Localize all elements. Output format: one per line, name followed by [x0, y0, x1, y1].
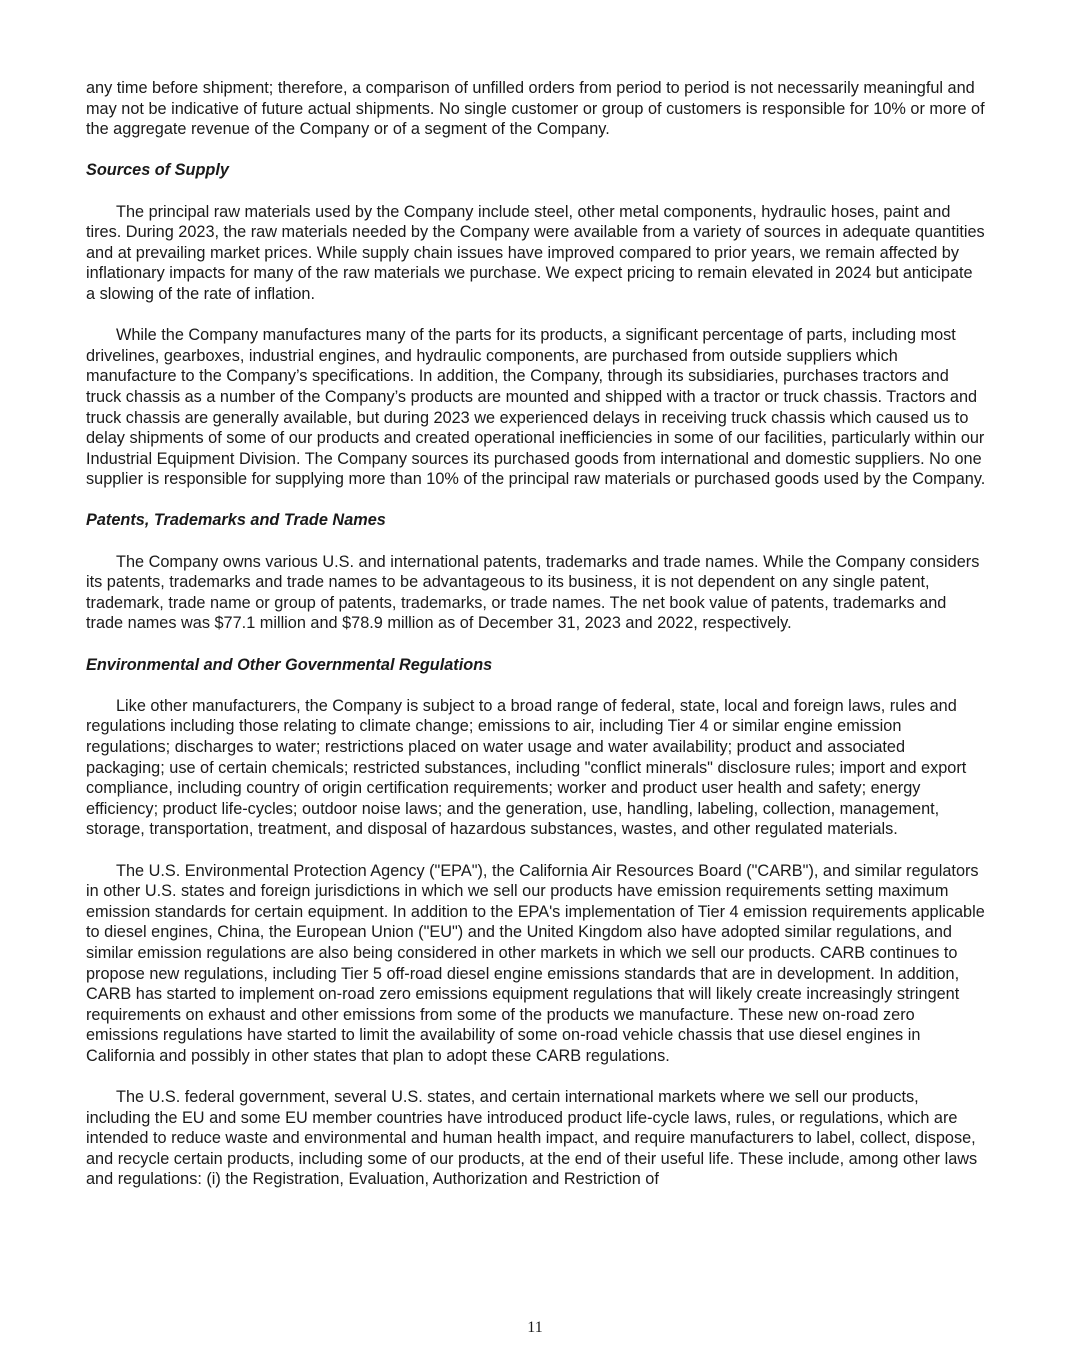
- document-page: [86, 78, 986, 1211]
- paragraph-life-cycle-laws: The U.S. federal government, several U.S. states, and certain international markets where we sell our products, including the EU and some EU member countries have introduced product life-cycle laws, rules, or regulations, which are intended to reduce waste and environmental and human health impact, and require manufacturers to label, collect, dispose, and recycle certain products, including some of our products, at the end of their useful life. These include, among other laws and regulations: (i) the Registration, Evaluation, Authorization and Restriction of: [86, 1088, 978, 1189]
- heading-environmental-regulations: Environmental and Other Governmental Regulations: [86, 655, 493, 674]
- paragraph-raw-materials: The principal raw materials used by the Company include steel, other metal components, hydraulic hoses, paint and tires. During 2023, the raw materials needed by the Company were available from a variety of sources in adequate quantities and at prevailing market prices. While supply chain issues have improved compared to prior years, we remain affected by inflationary impacts for many of the raw materials we purchase. We expect pricing to remain elevated in 2024 but anticipate a slowing of the rate of inflation.: [86, 202, 985, 303]
- paragraph-unfilled-orders: any time before shipment; therefore, a comparison of unfilled orders from period to period is not necessarily meaningful and may not be indicative of future actual shipments. No single customer or group of customers is responsible for 10% or more of the aggregate revenue of the Company or of a segment of the Company.: [86, 79, 985, 139]
- page-number: 11: [527, 1319, 543, 1336]
- paragraph-emission-requirements: The U.S. Environmental Protection Agency ("EPA"), the California Air Resources Board ("CARB"), and similar regulators in other U.S. states and foreign jurisdictions in which we sell our products have emission requirements setting maximum emission standards for certain equipment. In addition to the EPA's implementation of Tier 4 emission requirements applicable to diesel engines, China, the European Union ("EU") and the United Kingdom also have adopted similar regulations, and similar emission regulations are also being considered in other markets in which we sell our products. CARB continues to propose new regulations, including Tier 5 off-road diesel engine emissions standards that are in development. In addition, CARB has started to implement on-road zero emissions equipment regulations that will likely create increasingly stringent requirements on exhaust and other emissions from some of the products we manufacture. These new on-road zero emissions regulations have started to limit the availability of some on-road vehicle chassis that use diesel engines in California and possibly in other states that plan to adopt these CARB regulations.: [86, 861, 985, 1065]
- paragraph-patents: The Company owns various U.S. and international patents, trademarks and trade names. While the Company considers its patents, trademarks and trade names to be advantageous to its business, it is not dependent on any single patent, trademark, trade name or group of patents, trademarks, or trade names. The net book value of patents, trademarks and trade names was $77.1 million and $78.9 million as of December 31, 2023 and 2022, respectively.: [86, 552, 980, 633]
- heading-sources-of-supply: Sources of Supply: [86, 161, 229, 180]
- paragraph-parts-suppliers: While the Company manufactures many of the parts for its products, a significant percentage of parts, including most drivelines, gearboxes, industrial engines, and hydraulic components, are purchased from outside suppliers which manufacture to the Company’s specifications. In addition, the Company, through its subsidiaries, purchases tractors and truck chassis as a number of the Company’s products are mounted and shipped with a tractor or truck chassis. Tractors and truck chassis are generally available, but during 2023 we experienced delays in receiving truck chassis which caused us to delay shipments of some of our products and created operational inefficiencies in some of our facilities, particularly within our Industrial Equipment Division. The Company sources its purchased goods from international and domestic suppliers. No one supplier is responsible for supplying more than 10% of the principal raw materials or purchased goods used by the Company.: [86, 326, 986, 489]
- heading-patents-trademarks: Patents, Trademarks and Trade Names: [86, 511, 386, 530]
- paragraph-regulations-overview: Like other manufacturers, the Company is subject to a broad range of federal, state, local and foreign laws, rules and regulations including those relating to climate change; emissions to air, including Tier 4 or similar engine emission regulations; discharges to water; restrictions placed on water usage and water availability; product and associated packaging; use of certain chemicals; restricted substances, including "conflict minerals" disclosure rules; import and export compliance, including country of origin certification requirements; worker and product user health and safety; energy efficiency; product life-cycles; outdoor noise laws; and the generation, use, handling, labeling, collection, management, storage, transportation, treatment, and disposal of hazardous substances, wastes, and other regulated materials.: [86, 696, 967, 839]
